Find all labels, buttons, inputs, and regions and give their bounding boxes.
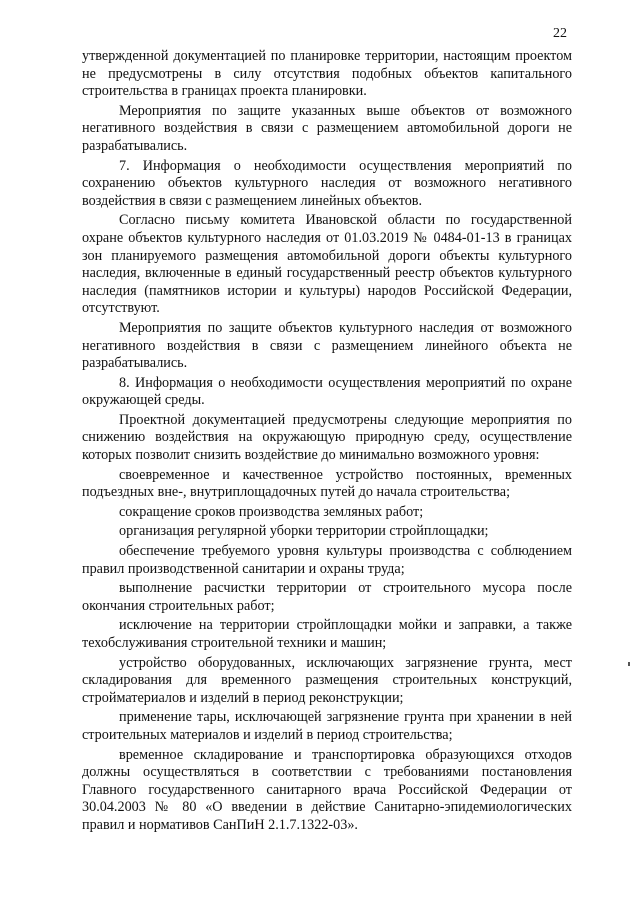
paragraph: организация регулярной уборки территории стройплощадки; — [119, 523, 489, 540]
paragraph: Проектной документацией предусмотрены следующие мероприятия по снижению воздействия на окружающую природную среду, осуществление которых позволит снизить воздействие до минимально возможного уровня: — [82, 411, 572, 464]
scan-artifact — [628, 662, 630, 666]
paragraph: Мероприятия по защите указанных выше объектов от возможного негативного воздействия в связи с размещением автомобильной дороги не разрабатывались. — [82, 102, 572, 154]
paragraph: своевременное и качественное устройство постоянных, временных подъездных вне-, внутриплощадочных путей до начала строительства; — [82, 466, 572, 501]
paragraph: Согласно письму комитета Ивановской области по государственной охране объектов культурного наследия от 01.03.2019 № 0484-01-13 в границах зон планируемого размещения автомобильной дороги объекты культурного наследия, включенные в единый государственный реестр объектов культурного наследия (памятников истории и культуры) народов Российской Федерации, отсутствуют. — [82, 212, 572, 317]
paragraph: временное складирование и транспортировка образующихся отходов должны осуществляться в соответствии с требованиями постановления Главного государственного санитарного врача Российской Федерации от 30.04.2003 № 80 «О введении в действие Санитарно-эпидемиологических правил и нормативов СанПиН 2.1.7.1322-03». — [82, 746, 572, 833]
document-body — [82, 48, 572, 837]
paragraph: Мероприятия по защите объектов культурного наследия от возможного негативного воздействия в связи с размещением линейного объекта не разрабатывались. — [82, 319, 572, 372]
paragraph: утвержденной документацией по планировке территории, настоящим проектом не предусмотрены в силу отсутствия подобных объектов капитального строительства в границах проекта планировки. — [82, 48, 572, 100]
paragraph: применение тары, исключающей загрязнение грунта при хранении в ней строительных материалов и изделий в период строительства; — [82, 709, 572, 743]
paragraph: обеспечение требуемого уровня культуры производства с соблюдением правил производственной санитарии и охраны труда; — [82, 543, 572, 577]
paragraph: 7. Информация о необходимости осуществления мероприятий по сохранению объектов культурного наследия от возможного негативного воздействия в связи с размещением линейных объектов. — [82, 157, 572, 209]
paragraph: исключение на территории стройплощадки мойки и заправки, а также техобслуживания строительной техники и машин; — [82, 617, 572, 651]
paragraph: выполнение расчистки территории от строительного мусора после окончания строительных работ; — [82, 580, 572, 614]
page-number: 22 — [553, 26, 567, 41]
paragraph: устройство оборудованных, исключающих загрязнение грунта, мест складирования для временного размещения строительных конструкций, стройматериалов и изделий в период реконструкции; — [82, 654, 572, 706]
paragraph: 8. Информация о необходимости осуществления мероприятий по охране окружающей среды. — [82, 374, 572, 409]
paragraph: сокращение сроков производства земляных работ; — [119, 503, 424, 520]
